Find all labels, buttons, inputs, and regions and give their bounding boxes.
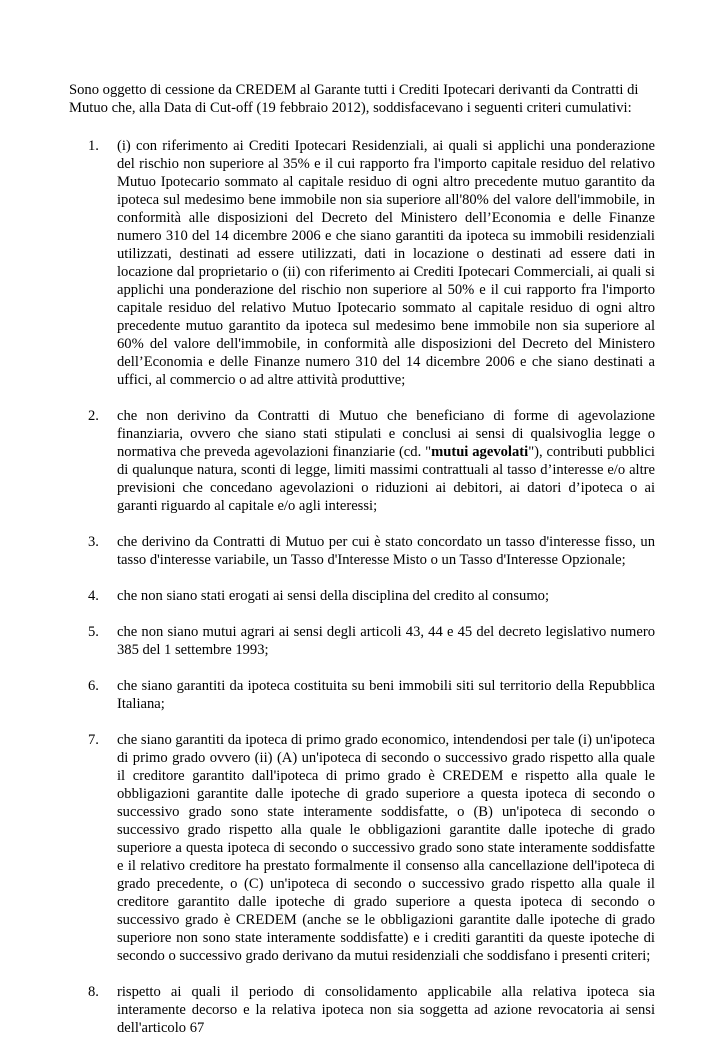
criterion-number: 8.: [88, 984, 99, 1000]
criterion-text-before: che non derivino da Contratti di Mutuo che beneficiano di forme di agevolazione finanziaria, ovvero che siano stati stipulati e conclusi ai sensi di qualsivoglia legge o normativa che preveda agevolazioni finanziarie (cd. ": [117, 408, 655, 460]
criterion-text-bold: mutui agevolati: [431, 444, 529, 460]
criterion-number: 4.: [88, 588, 99, 604]
criterion-number: 7.: [88, 732, 99, 748]
document-page: [69, 81, 655, 1055]
criterion-1: [69, 137, 655, 389]
criterion-5: [69, 623, 655, 659]
criterion-text: che siano garantiti da ipoteca costituita su beni immobili siti sul territorio della Repubblica Italiana;: [117, 678, 655, 712]
criterion-6: [69, 677, 655, 713]
criterion-text: che derivino da Contratti di Mutuo per cui è stato concordato un tasso d'interesse fisso, un tasso d'interesse variabile, un Tasso d'Interesse Misto o un Tasso d'Interesse Opzionale;: [117, 534, 655, 568]
criterion-number: 3.: [88, 534, 99, 550]
criterion-text: [117, 407, 655, 515]
criterion-text: che non siano mutui agrari ai sensi degli articoli 43, 44 e 45 del decreto legislativo numero 385 del 1 settembre 1993;: [117, 624, 655, 658]
criterion-text: che non siano stati erogati ai sensi della disciplina del credito al consumo;: [117, 588, 550, 604]
intro-paragraph: Sono oggetto di cessione da CREDEM al Garante tutti i Crediti Ipotecari derivanti da Contratti di Mutuo che, alla Data di Cut-off (19 febbraio 2012), soddisfacevano i seguenti criteri cumulativi:: [69, 82, 639, 116]
criteria-list: [69, 137, 655, 1037]
criterion-8: [69, 983, 655, 1037]
criterion-4: [69, 587, 655, 605]
criterion-text: che siano garantiti da ipoteca di primo grado economico, intendendosi per tale (i) un'ipoteca di primo grado ovvero (ii) (A) un'ipoteca di secondo o successivo grado rispetto alla quale il creditore garantito dall'ipoteca di primo grado è CREDEM e rispetto alla quale le obbligazioni garantite dalle ipoteche di grado superiore a questa ipoteca di secondo o successivo grado sono state interamente soddisfatte, o (B) un'ipoteca di secondo o successivo grado rispetto alla quale le obbligazioni garantite dalle ipoteche di grado superiore a questa ipoteca di secondo o successivo grado sono state interamente soddisfatte e il relativo creditore ha prestato formalmente il consenso alla cancellazione dell'ipoteca di grado precedente, o (C) un'ipoteca di secondo o successivo grado rispetto alla quale il creditore garantito dalle ipoteche di grado superiore a questa ipoteca di secondo o successivo grado è CREDEM (anche se le obbligazioni garantite dalle ipoteche di grado superiore non sono state interamente soddisfatte) e i crediti garantiti da queste ipoteche di secondo o successivo grado derivano da mutui residenziali che soddisfano i presenti criteri;: [117, 732, 655, 964]
criterion-3: [69, 533, 655, 569]
criterion-2: [69, 407, 655, 515]
criterion-number: 6.: [88, 678, 99, 694]
criterion-text: (i) con riferimento ai Crediti Ipotecari Residenziali, ai quali si applichi una ponderazione del rischio non superiore al 35% e il cui rapporto fra l'importo capitale residuo del relativo Mutuo Ipotecario sommato al capitale residuo di ogni altro precedente mutuo garantito da ipoteca sul medesimo bene immobile non sia superiore all'80% del valore dell'immobile, in conformità alle disposizioni del Decreto del Ministero dell’Economia e delle Finanze numero 310 del 14 dicembre 2006 e che siano garantiti da ipoteca su immobili residenziali utilizzati, destinati ad essere utilizzati, dati in locazione o destinati ad essere dati in locazione dal proprietario o (ii) con riferimento ai Crediti Ipotecari Commerciali, ai quali si applichi una ponderazione del rischio non superiore al 50% e il cui rapporto fra l'importo capitale residuo del relativo Mutuo Ipotecario sommato al capitale residuo di ogni altro precedente mutuo garantito da ipoteca sul medesimo bene immobile non sia superiore al 60% del valore dell'immobile, in conformità alle disposizioni del Decreto del Ministero dell’Economia e delle Finanze numero 310 del 14 dicembre 2006 e che siano destinati a uffici, al commercio o ad altre attività produttive;: [117, 138, 655, 388]
criterion-number: 5.: [88, 624, 99, 640]
criterion-text: rispetto ai quali il periodo di consolidamento applicabile alla relativa ipoteca sia interamente decorso e la relativa ipoteca non sia soggetta ad azione revocatoria ai sensi dell'articolo 67: [117, 984, 655, 1036]
criterion-number: 2.: [88, 408, 99, 424]
criterion-number: 1.: [88, 138, 99, 154]
criterion-text-after: "), contributi pubblici di qualunque natura, sconti di legge, limiti massimi contrattuali al tasso d’interesse e/o altre previsioni che concedano agevolazioni o riduzioni ai debitori, ai datori d’ipoteca o ai garanti riguardo al capitale e/o agli interessi;: [117, 444, 655, 514]
criterion-7: [69, 731, 655, 965]
